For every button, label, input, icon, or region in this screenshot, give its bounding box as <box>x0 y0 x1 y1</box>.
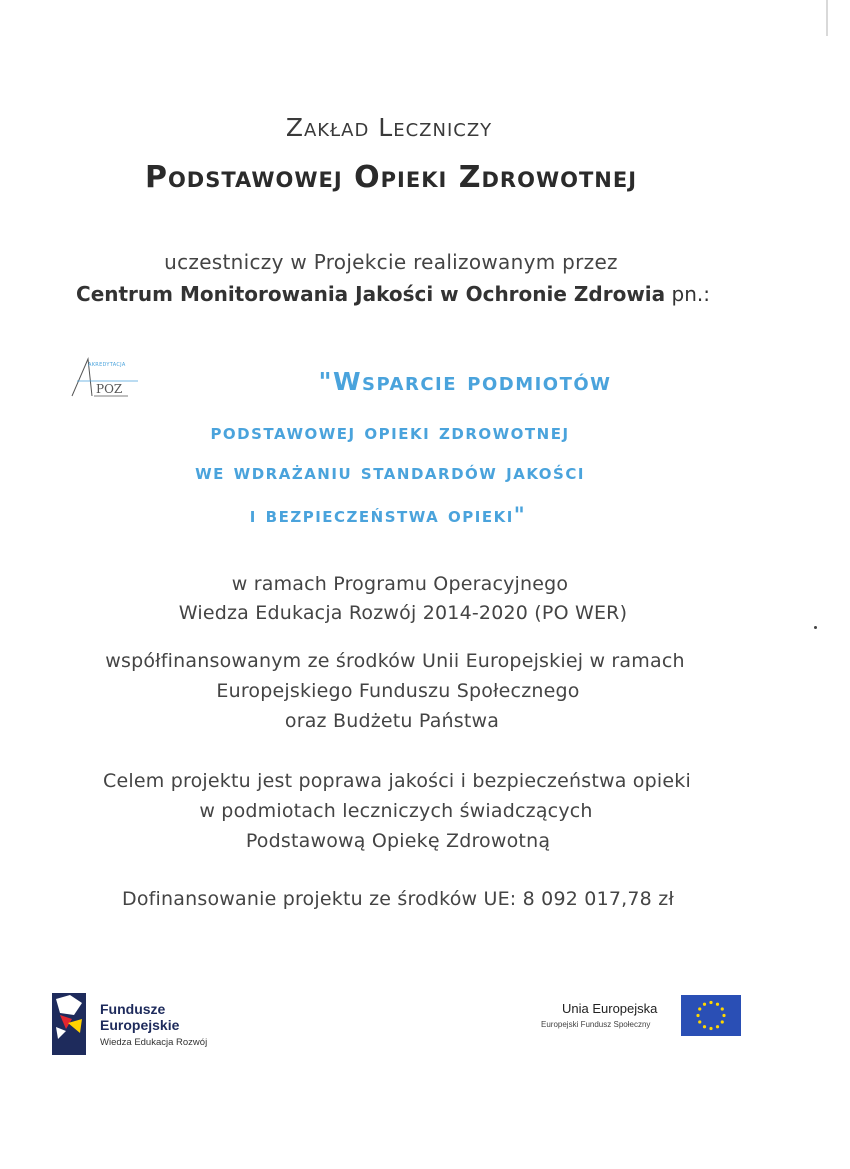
eu-star <box>721 1007 724 1010</box>
apoz-logo-caption: AKREDYTACJA <box>88 362 126 368</box>
goal-line-1: Celem projektu jest poprawa jakości i bezpieczeństwa opieki <box>103 770 691 792</box>
intro-organization-line <box>0 282 818 306</box>
eu-star <box>698 1020 701 1023</box>
apoz-logo-text: POZ <box>96 382 123 396</box>
fundusze-europejskie-icon <box>52 993 88 1055</box>
eu-star <box>703 1025 706 1028</box>
financing-line-1: współfinansowanym ze środków Unii Europejskiej w ramach <box>105 650 685 672</box>
intro-suffix: pn.: <box>665 282 710 306</box>
project-title-line-3: we wdrażaniu standardów jakości <box>195 460 585 484</box>
financing-line-3: oraz Budżetu Państwa <box>284 710 500 732</box>
eu-star <box>696 1014 699 1017</box>
project-title-line-2: podstawowej opieki zdrowotnej <box>210 420 570 444</box>
eu-star <box>722 1014 725 1017</box>
goal-line-3: Podstawową Opiekę Zdrowotną <box>245 830 551 852</box>
eu-star <box>709 1027 712 1030</box>
header-line-1: Zakład Leczniczy <box>285 113 493 142</box>
funding-amount-line: Dofinansowanie projektu ze środków UE: 8 092 017,78 zł <box>122 888 674 910</box>
header-line-2: Podstawowej Opieki Zdrowotnej <box>144 160 638 195</box>
fe-logo-subtitle: Wiedza Edukacja Rozwój <box>100 1037 208 1048</box>
eu-star <box>721 1020 724 1023</box>
project-title-line-1: "Wsparcie podmiotów <box>318 367 612 396</box>
scan-speck <box>814 626 817 629</box>
goal-line-2: w podmiotach leczniczych świadczących <box>199 800 593 822</box>
eu-star <box>698 1007 701 1010</box>
eu-flag-icon <box>681 995 741 1036</box>
fundusze-europejskie-logo <box>52 990 232 1060</box>
fe-logo-name-line-2: Europejskie <box>100 1017 180 1033</box>
project-title-line-4: i bezpieczeństwa opieki" <box>249 503 527 527</box>
eu-star <box>703 1003 706 1006</box>
eu-star <box>709 1001 712 1004</box>
eu-logo-subtitle: Europejski Fundusz Społeczny <box>541 1020 651 1029</box>
scan-edge-mark <box>826 0 828 36</box>
intro-line: uczestniczy w Projekcie realizowanym przez <box>164 250 618 274</box>
eu-star <box>716 1025 719 1028</box>
eu-stars-icon <box>681 995 741 1036</box>
fe-logo-name-line-1: Fundusze <box>100 1001 166 1017</box>
financing-line-2: Europejskiego Funduszu Społecznego <box>216 680 580 702</box>
eu-logo-name: Unia Europejska <box>562 1001 658 1016</box>
organization-name: Centrum Monitorowania Jakości w Ochronie Zdrowia <box>76 282 666 306</box>
eu-star <box>716 1003 719 1006</box>
program-line-1: w ramach Programu Operacyjnego <box>231 573 569 595</box>
program-line-2: Wiedza Edukacja Rozwój 2014-2020 (PO WER) <box>178 602 628 624</box>
